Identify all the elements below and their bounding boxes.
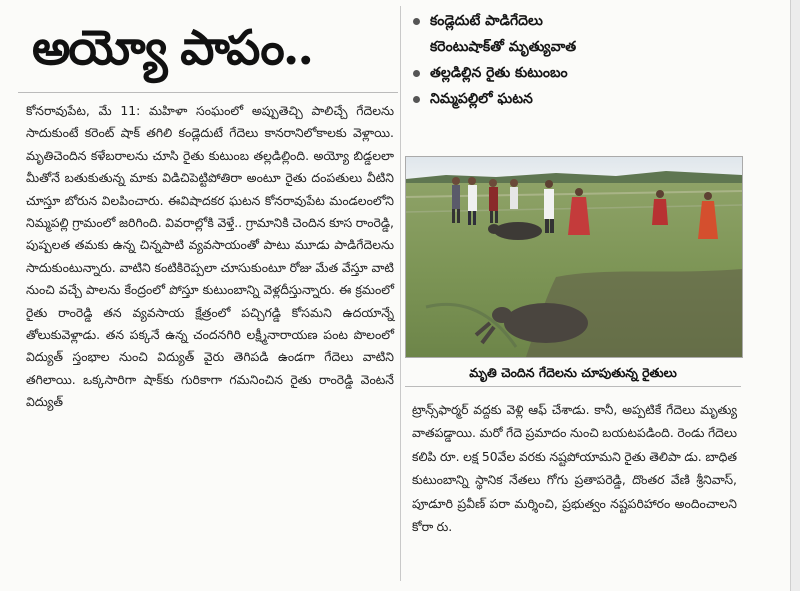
article-body-left-column: కోనరావుపేట, మే 11: మహిళా సంఘంలో అప్పుతెచ్చి పాలిచ్చే గేదెలను సాదుకుంటే కరెంట్ షాక్ తగిలి కండ్లెదుటే గేదెలు కానరానిలోకాలకు వెళ్లాయి. మృతిచెందిన కళేబరాలను చూసి రైతు కుటుంబ తల్లడిల్లింది. అయ్యో బిడ్డలలా మీతోనే బతుకుతున్న మాకు విడిచిపెట్టిపోతిరా అంటూ రైతు దంపతులు వీటిని చూస్తూ బోరున విలపించారు. ఈవిషాదకర ఘటన కోనరావుపేట మండలంలోని నిమ్మపల్లి గ్రామంలో జరిగింది. వివరాల్లోకి వెళ్తే.. గ్రామానికి చెందిన కూస రాంరెడ్డి, పుష్పలత తమకు ఉన్న చిన్నపాటి వ్యవసాయంతో పాటు మూడు పాడిగేదెలను సాదుకుంటున్నారు. వాటిని కంటికిరెప్పలా చూసుకుంటూ రోజు మేత వేస్తూ వాటి నుంచి వచ్చే పాలను కేంద్రంలో పోస్తూ కుటుంబాన్ని వెళ్లదీస్తున్నారు. ఈ క్రమంలో రైతు రాంరెడ్డి తన వ్యవసాయ క్షేత్రంలో పచ్చిగడ్డి కోసమని ఉదయాన్నే తోలుకువెళ్లాడు. తన పక్కనే ఉన్న చందనగిరి లక్ష్మీనారాయణ పంట పొలంలో విద్యుత్ స్తంభాల నుంచి విద్యుత్ వైరు తెగిపడి ఉండగా గేదెలు వాటిని తగిలాయి. ఒక్కసారిగా షాక్‌కు గురికాగా గమనించిన రైతు రాంరెడ్డి వెంటనే విద్యుత్ [26, 103, 394, 410]
article-body-right-column: ట్రాన్స్‌ఫార్మర్ వద్దకు వెళ్లి ఆఫ్ చేశాడు. కానీ, అప్పటికే గేదెలు మృత్యు వాతపడ్డాయి. మరో గేదె ప్రమాదం నుంచి బయటపడింది. రెండు గేదెలు కలిపి రూ. లక్ష 50వేల వరకు నష్టపోయామని రైతు తెలిపా డు. బాధిత కుటుంబాన్ని స్థానిక నేతలు గోగు ప్రతాపరెడ్డి, దొంతర వేణి శ్రీనివాస్, పూడూరి ప్రవీణ్ పరా మర్శించి, ప్రభుత్వం నష్టపరిహారం అందించాలని కోరా రు. [412, 402, 737, 535]
highlight-text: తల్లడిల్లిన రైతు కుటుంబం [430, 65, 568, 81]
field-photo-illustration [406, 157, 742, 357]
highlight-text: కండ్లెదుటే పాడిగేదెలు [430, 13, 543, 29]
headline: అయ్యో పాపం.. [32, 20, 313, 76]
highlights-list [410, 8, 740, 112]
highlight-item [410, 86, 740, 112]
highlight-text: కరెంటుషాక్‌తో మృత్యువాత [430, 39, 577, 55]
bullet-icon [413, 70, 420, 77]
photo-caption: మృతి చెందిన గేదెలను చూపుతున్న రైతులు [405, 360, 741, 387]
page-edge [791, 0, 800, 591]
highlight-item [410, 60, 740, 86]
bullet-icon [413, 96, 420, 103]
buffalo-carcass [504, 303, 588, 343]
bullet-icon [413, 18, 420, 25]
highlight-item-continued [410, 34, 740, 60]
highlight-text: నిమ్మపల్లిలో ఘటన [430, 91, 533, 107]
column-divider [400, 6, 401, 581]
highlight-item [410, 8, 740, 34]
headline-divider [18, 92, 398, 93]
farmer-figure [510, 179, 518, 209]
news-photo [405, 156, 743, 358]
buffalo-carcass [494, 222, 542, 240]
